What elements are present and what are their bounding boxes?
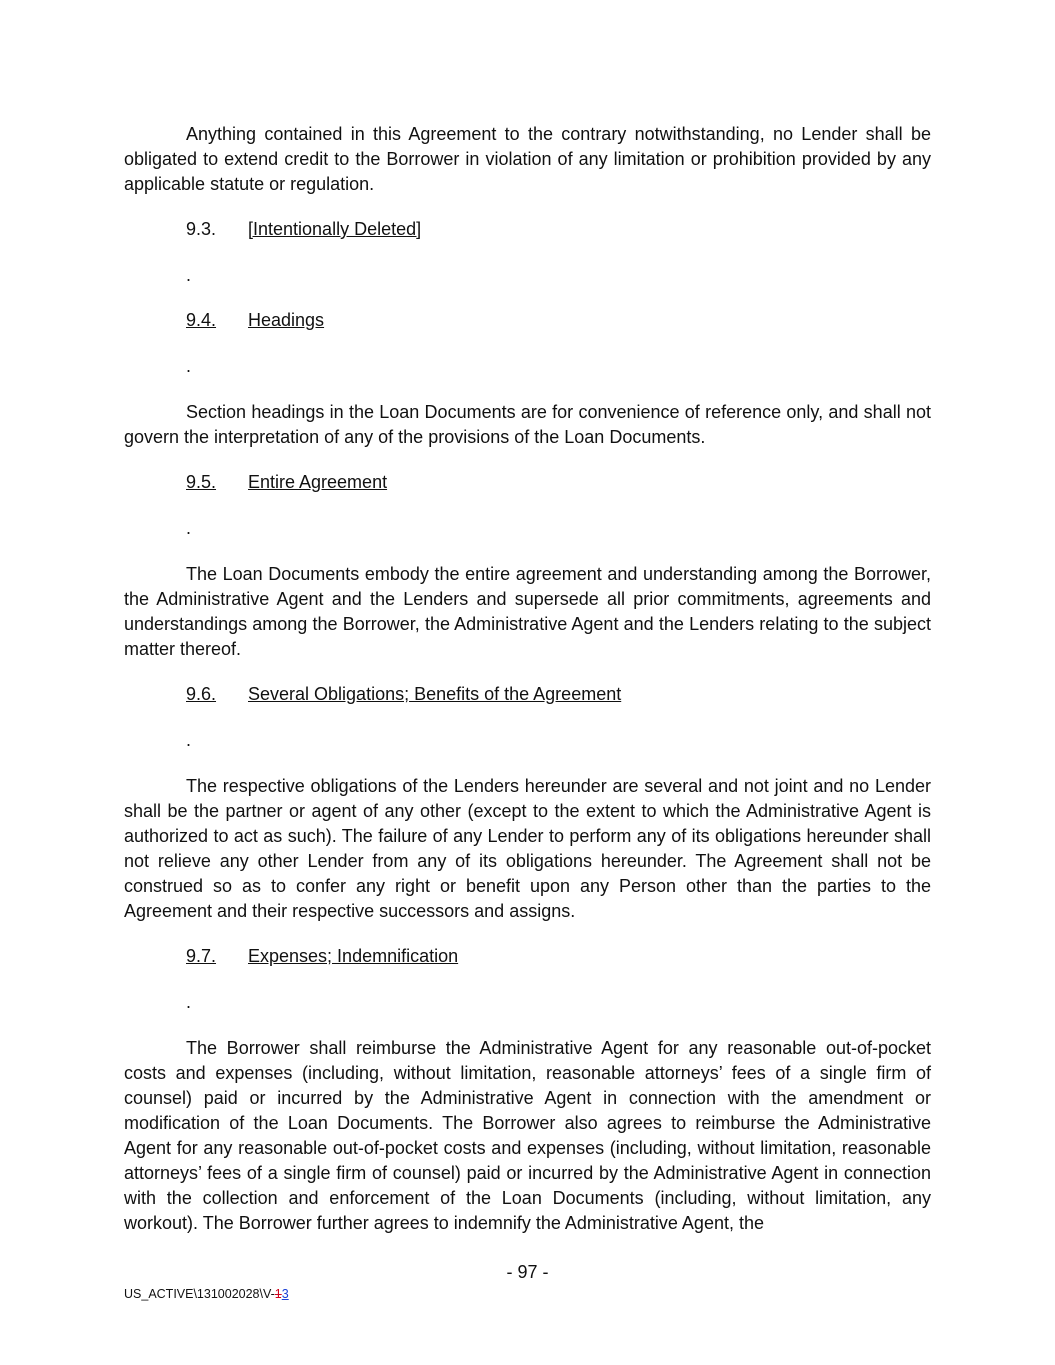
section-period: . [186,992,192,1012]
paragraph-entire-agreement: The Loan Documents embody the entire agreement and understanding among the Borrower, the Administrative Agent and the Lenders and supersede all prior commitments, agreements and understandings among the Borrower, the Administrative Agent and the Lenders relating to the subject matter thereof. [124,564,931,659]
section-period: . [186,265,192,285]
section-heading-9-6 [186,682,931,707]
section-number: 9.5. [186,472,217,492]
section-heading-9-3 [186,217,931,242]
section-title: Headings [248,310,325,330]
section-period: . [186,518,192,538]
section-number: 9.7. [186,946,217,966]
section-period: . [186,356,192,376]
section-heading-9-5 [186,470,931,495]
section-number: 9.3. [186,219,217,239]
paragraph-expenses-indemnification: The Borrower shall reimburse the Administrative Agent for any reasonable out-of-pocket costs and expenses (including, without limitation, reasonable attorneys’ fees of a single firm of counsel) paid or incurred by the Administrative Agent in connection with the amendment or modification of the Loan Documents. The Borrower also agrees to reimburse the Administrative Agent for any reasonable out-of-pocket costs and expenses (including, without limitation, reasonable attorneys’ fees of a single firm of counsel) paid or incurred by the Administrative Agent in connection with the collection and enforcement of the Loan Documents (including, without limitation, any workout). The Borrower further agrees to indemnify the Administrative Agent, the [124,1038,931,1233]
page-number: - 97 - [506,1262,549,1282]
section-period: . [186,730,192,750]
paragraph-several-obligations: The respective obligations of the Lenders hereunder are several and not joint and no Lender shall be the partner or agent of any other (except to the extent to which the Administrative Agent is authorized to act as such). The failure of any Lender to perform any of its obligations hereunder shall not relieve any other Lender from any of its obligations hereunder. The Agreement shall not be construed so as to confer any right or benefit upon any Person other than the parties to the Agreement and their respective successors and assigns. [124,776,931,921]
section-number: 9.4. [186,310,217,330]
document-page [124,122,931,1236]
section-number: 9.6. [186,684,217,704]
document-id-inserted-version: 3 [281,1287,289,1301]
section-title: Several Obligations; Benefits of the Agreement [248,684,622,704]
section-title: Expenses; Indemnification [248,946,459,966]
document-id-deleted-version: 1 [274,1287,282,1301]
document-id-prefix: US_ACTIVE\131002028\V- [124,1287,275,1301]
section-heading-9-7 [186,944,931,969]
section-title: [Intentionally Deleted] [248,219,422,239]
section-title: Entire Agreement [248,472,388,492]
paragraph-headings: Section headings in the Loan Documents are for convenience of reference only, and shall not govern the interpretation of any of the provisions of the Loan Documents. [124,402,931,447]
paragraph-lender-limitation: Anything contained in this Agreement to the contrary notwithstanding, no Lender shall be obligated to extend credit to the Borrower in violation of any limitation or prohibition provided by any applicable statute or regulation. [124,124,931,194]
section-heading-9-4 [186,308,931,333]
document-id [124,1287,289,1301]
